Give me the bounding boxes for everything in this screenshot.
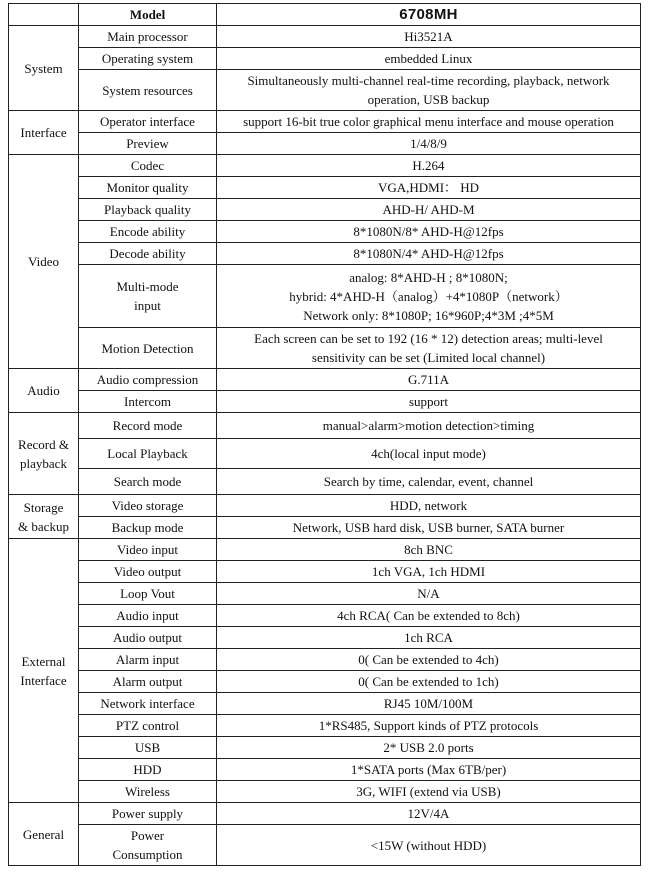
feature-encode-ability	[79, 221, 217, 243]
category-audio	[9, 369, 79, 413]
value-hdd	[217, 759, 641, 781]
spec-row	[9, 48, 641, 70]
spec-row	[9, 649, 641, 671]
spec-row	[9, 561, 641, 583]
value-decode-ability	[217, 243, 641, 265]
cell-text-line: Video storage	[111, 498, 184, 513]
spec-row	[9, 133, 641, 155]
feature-power-consumption	[79, 825, 217, 866]
cell-text-line: Network, USB hard disk, USB burner, SATA burner	[292, 520, 565, 535]
spec-row	[9, 627, 641, 649]
spec-table	[8, 3, 641, 866]
cell-text-line: manual>alarm>motion detection>timing	[322, 418, 535, 433]
feature-record-mode	[79, 413, 217, 439]
cell-text-line: Consumption	[112, 847, 183, 862]
cell-text-line: 1*RS485, Support kinds of PTZ protocols	[318, 718, 539, 733]
feature-audio-output	[79, 627, 217, 649]
cell-text-line: Search by time, calendar, event, channel	[323, 474, 534, 489]
cell-text-line: Local Playback	[107, 446, 188, 461]
feature-audio-compression	[79, 369, 217, 391]
value-wireless	[217, 781, 641, 803]
cell-text-line: 2* USB 2.0 ports	[383, 740, 474, 755]
model-label: Model	[79, 4, 217, 26]
cell-text-line: Wireless	[125, 784, 170, 799]
feature-playback-quality	[79, 199, 217, 221]
cell-text-line: 8ch BNC	[404, 542, 453, 557]
feature-audio-input	[79, 605, 217, 627]
spec-row	[9, 737, 641, 759]
cell-text-line: Audio compression	[96, 372, 199, 387]
category-video	[9, 155, 79, 369]
cell-text-line: AHD-H/ AHD-M	[382, 202, 475, 217]
value-audio-output	[217, 627, 641, 649]
cell-text-line: 0( Can be extended to 1ch)	[358, 674, 499, 689]
feature-operator-interface	[79, 111, 217, 133]
spec-row	[9, 391, 641, 413]
category-system	[9, 26, 79, 111]
cell-text-line: Preview	[126, 136, 169, 151]
cell-text-line: Search mode	[113, 474, 182, 489]
spec-row	[9, 155, 641, 177]
value-record-mode	[217, 413, 641, 439]
cell-text-line: playback	[20, 455, 67, 471]
cell-text-line: operation, USB backup	[367, 92, 490, 107]
spec-row	[9, 26, 641, 48]
cell-text-line: analog: 8*AHD-H ; 8*1080N;	[349, 269, 508, 285]
feature-main-processor	[79, 26, 217, 48]
spec-row	[9, 413, 641, 439]
spec-row	[9, 495, 641, 517]
cell-text-line: 0( Can be extended to 4ch)	[358, 652, 499, 667]
category-record-playback	[9, 413, 79, 495]
cell-text-line: Decode ability	[109, 246, 186, 261]
spec-row	[9, 199, 641, 221]
value-alarm-output	[217, 671, 641, 693]
cell-text-line: 4ch(local input mode)	[371, 446, 486, 461]
value-usb	[217, 737, 641, 759]
spec-row	[9, 243, 641, 265]
cell-text-line: HDD, network	[389, 498, 468, 513]
cell-text-line: Loop Vout	[120, 586, 175, 601]
spec-row	[9, 671, 641, 693]
cell-text-line: External	[21, 653, 66, 669]
spec-row	[9, 539, 641, 561]
cell-text-line: 1ch RCA	[404, 630, 453, 645]
feature-motion-detection	[79, 328, 217, 369]
category-interface	[9, 111, 79, 155]
feature-wireless	[79, 781, 217, 803]
cell-text-line: Intercom	[124, 394, 171, 409]
spec-row	[9, 70, 641, 111]
cell-text-line: Network interface	[100, 696, 195, 711]
cell-text-line: Codec	[130, 158, 165, 173]
cell-text-line: embedded Linux	[384, 51, 473, 66]
cell-text-line: support	[409, 394, 448, 409]
cell-text-line: HDD	[133, 762, 162, 777]
feature-power-supply	[79, 803, 217, 825]
spec-row	[9, 328, 641, 369]
value-video-output	[217, 561, 641, 583]
cell-text-line: Interface	[20, 125, 67, 140]
model-value: 6708MH	[217, 4, 641, 26]
cell-text-line: Multi-mode	[116, 279, 179, 294]
cell-text-line: Audio	[27, 383, 60, 398]
value-operating-system	[217, 48, 641, 70]
cell-text-line: Interface	[20, 672, 67, 688]
feature-decode-ability	[79, 243, 217, 265]
value-operator-interface	[217, 111, 641, 133]
spec-row	[9, 369, 641, 391]
cell-text-line: 12V/4A	[407, 806, 450, 821]
feature-video-input	[79, 539, 217, 561]
cell-text-line: General	[22, 826, 65, 842]
cell-text-line: Encode ability	[109, 224, 186, 239]
cell-text-line: 1/4/8/9	[410, 136, 447, 151]
spec-row	[9, 517, 641, 539]
value-power-consumption	[217, 825, 641, 866]
value-backup-mode	[217, 517, 641, 539]
spec-row	[9, 469, 641, 495]
cell-text-line: H.264	[412, 158, 445, 173]
cell-text-line: 8*1080N/8* AHD-H@12fps	[353, 224, 504, 239]
cell-text-line: hybrid: 4*AHD-H（analog）+4*1080P（network）	[289, 288, 568, 304]
cell-text-line: Video	[28, 254, 59, 269]
cell-text-line: 1ch VGA, 1ch HDMI	[371, 564, 486, 579]
cell-text-line: Monitor quality	[106, 180, 189, 195]
spec-row	[9, 177, 641, 199]
cell-text-line: 3G, WIFI (extend via USB)	[356, 784, 501, 799]
cell-text-line: VGA,HDMI： HD	[377, 180, 480, 195]
spec-row	[9, 221, 641, 243]
value-codec	[217, 155, 641, 177]
cell-text-line: PTZ control	[115, 718, 180, 733]
value-preview	[217, 133, 641, 155]
feature-alarm-input	[79, 649, 217, 671]
spec-row	[9, 583, 641, 605]
feature-hdd	[79, 759, 217, 781]
feature-alarm-output	[79, 671, 217, 693]
cell-text-line: & backup	[18, 518, 69, 534]
spec-row	[9, 825, 641, 866]
cell-text-line: Main processor	[107, 29, 188, 44]
cell-text-line: Audio output	[113, 630, 182, 645]
spec-row	[9, 439, 641, 469]
cell-text-line: 4ch RCA( Can be extended to 8ch)	[337, 608, 520, 623]
cell-text-line: System	[24, 60, 63, 76]
feature-monitor-quality	[79, 177, 217, 199]
cell-text-line: Video input	[117, 542, 178, 557]
value-audio-compression	[217, 369, 641, 391]
value-audio-input	[217, 605, 641, 627]
value-system-resources	[217, 70, 641, 111]
cell-text-line: Simultaneously multi-channel real-time recording, playback, network	[247, 73, 610, 88]
value-playback-quality	[217, 199, 641, 221]
cell-text-line: sensitivity can be set (Limited local channel)	[311, 350, 546, 365]
cell-text-line: Storage	[23, 499, 64, 515]
cell-text-line: Audio input	[116, 608, 179, 623]
cell-text-line: Power	[130, 828, 165, 843]
feature-loop-vout	[79, 583, 217, 605]
value-motion-detection	[217, 328, 641, 369]
header-row	[9, 4, 641, 26]
cell-text-line: 8*1080N/4* AHD-H@12fps	[353, 246, 504, 261]
feature-video-output	[79, 561, 217, 583]
value-power-supply	[217, 803, 641, 825]
cell-text-line: 1*SATA ports (Max 6TB/per)	[350, 762, 507, 777]
cell-text-line: G.711A	[407, 372, 450, 387]
spec-row	[9, 693, 641, 715]
cell-text-line: <15W (without HDD)	[370, 837, 487, 853]
value-alarm-input	[217, 649, 641, 671]
spec-row	[9, 781, 641, 803]
feature-codec	[79, 155, 217, 177]
spec-body	[9, 26, 641, 866]
feature-intercom	[79, 391, 217, 413]
cell-text-line: Operating system	[101, 51, 194, 66]
spec-row	[9, 803, 641, 825]
feature-video-storage	[79, 495, 217, 517]
cell-text-line: Alarm input	[115, 652, 180, 667]
feature-multi-mode-input	[79, 265, 217, 328]
cell-text-line: Hi3521A	[404, 29, 453, 44]
cell-text-line: Each screen can be set to 192 (16 * 12) detection areas; multi-level	[254, 331, 603, 346]
spec-row	[9, 111, 641, 133]
value-encode-ability	[217, 221, 641, 243]
cell-text-line: Record mode	[112, 418, 183, 433]
cell-text-line: input	[134, 298, 161, 313]
value-intercom	[217, 391, 641, 413]
cell-text-line: Record &	[18, 436, 69, 452]
cell-text-line: Playback quality	[103, 202, 191, 217]
value-loop-vout	[217, 583, 641, 605]
value-ptz-control	[217, 715, 641, 737]
cell-text-line: USB	[134, 740, 161, 755]
feature-backup-mode	[79, 517, 217, 539]
cell-text-line: N/A	[417, 586, 440, 601]
cell-text-line: Operator interface	[100, 114, 195, 129]
cell-text-line: System resources	[102, 82, 193, 98]
cell-text-line: Backup mode	[111, 520, 184, 535]
cell-text-line: Power supply	[111, 806, 184, 821]
feature-system-resources	[79, 70, 217, 111]
spec-row	[9, 715, 641, 737]
cell-text-line: RJ45 10M/100M	[383, 696, 474, 711]
category-storage-backup	[9, 495, 79, 539]
category-general	[9, 803, 79, 866]
value-video-storage	[217, 495, 641, 517]
feature-search-mode	[79, 469, 217, 495]
cell-text-line: Video output	[113, 564, 182, 579]
feature-network-interface	[79, 693, 217, 715]
value-main-processor	[217, 26, 641, 48]
value-network-interface	[217, 693, 641, 715]
spec-row	[9, 265, 641, 328]
category-external-interface	[9, 539, 79, 803]
cell-text-line: Network only: 8*1080P; 16*960P;4*3M ;4*5M	[303, 307, 554, 323]
feature-preview	[79, 133, 217, 155]
feature-operating-system	[79, 48, 217, 70]
value-video-input	[217, 539, 641, 561]
feature-ptz-control	[79, 715, 217, 737]
cell-text-line: Alarm output	[112, 674, 183, 689]
value-search-mode	[217, 469, 641, 495]
spec-row	[9, 759, 641, 781]
value-multi-mode-input	[217, 265, 641, 328]
feature-local-playback	[79, 439, 217, 469]
cell-text-line: Motion Detection	[101, 340, 194, 356]
value-local-playback	[217, 439, 641, 469]
cell-text-line: support 16-bit true color graphical menu interface and mouse operation	[243, 114, 614, 129]
value-monitor-quality	[217, 177, 641, 199]
spec-row	[9, 605, 641, 627]
feature-usb	[79, 737, 217, 759]
